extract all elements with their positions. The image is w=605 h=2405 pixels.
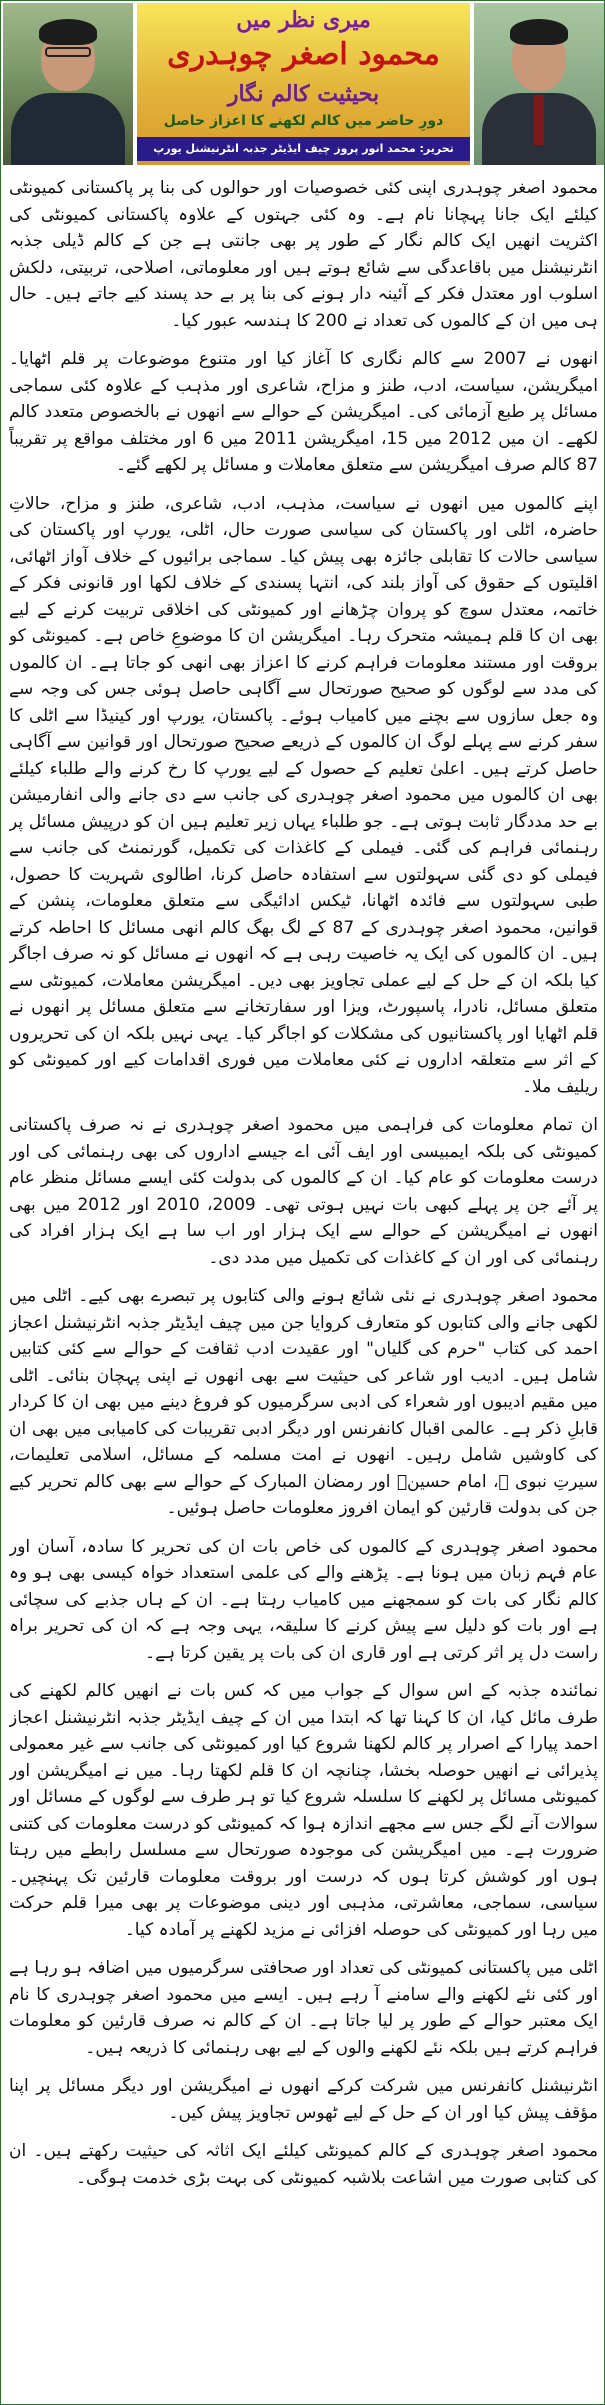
header-role: بحیثیت کالم نگار xyxy=(227,81,380,107)
header-tagline: دورِ حاضر میں کالم لکھنے کا اعزاز حاصل xyxy=(163,113,444,129)
header-name: محمود اصغر چوہدری xyxy=(167,37,440,72)
paragraph: اٹلی میں پاکستانی کمیونٹی کی تعداد اور صحافتی سرگرمیوں میں اضافہ ہو رہا ہے اور کئی نئے لکھنے والے سامنے آ رہے ہیں۔ ایسے میں محمود اصغر چوہدری کا نام ایک معتبر حوالے کے طور پر لیا جاتا ہے۔ ان کے کالم نہ صرف قارئین کو معلومات فراہم کرتے ہیں بلکہ نئے لکھنے والوں کے لیے بھی رہنمائی کا ذریعہ ہیں۔ xyxy=(9,1958,598,2058)
paragraph: انھوں نے 2007 سے کالم نگاری کا آغاز کیا اور متنوع موضوعات پر قلم اٹھایا۔ امیگریشن، سیاست، ادب، طنز و مزاح، شاعری اور مذہب کے علاوہ کئی سماجی مسائل پر طبع آزمائی کی۔ امیگریشن کے حوالے سے انھوں نے بالخصوص متعدد کالم لکھے۔ ان میں 2012 میں 15، امیگریشن 2011 میں 6 اور مختلف مواقع پر تقریباً 87 کالم صرف امیگریشن سے متعلق معاملات و مسائل پر لکھے گئے۔ xyxy=(9,349,598,475)
title-panel xyxy=(137,3,470,165)
author-photo-left xyxy=(3,3,133,165)
header-byline: تحریر: محمد انور پروز چیف ایڈیٹر جذبہ انٹرنیشنل یورپ xyxy=(137,137,470,161)
paragraph: انٹرنیشنل کانفرنس میں شرکت کرکے انھوں نے امیگریشن اور دیگر مسائل پر اپنا مؤقف پیش کیا اور ان کے حل کے لیے ٹھوس تجاویز پیش کیں۔ xyxy=(9,2076,598,2123)
paragraph: ان تمام معلومات کی فراہمی میں محمود اصغر چوہدری نے نہ صرف پاکستانی کمیونٹی کی بلکہ ایمبیسی اور ایف آئی اے جیسے اداروں کی بھی رہنمائی کی اور درست معلومات کو عام کیا۔ ان کے کالموں کی بدولت کئی ایسے مسائل منظر عام پر آئے جن پر پہلے کبھی بات نہیں ہوتی تھی۔ 2009، 2010 اور 2012 میں بھی انھوں نے امیگریشن کے حوالے سے ایک ہزار اور اب سا ہے ایک ہزار افراد کی رہنمائی کی اور ان کے کاغذات کی تکمیل میں مدد دی۔ xyxy=(9,1115,598,1268)
paragraph: محمود اصغر چوہدری نے نئی شائع ہونے والی کتابوں پر تبصرے بھی کیے۔ اٹلی میں لکھی جانے والی کتابوں کو متعارف کروایا جن میں چیف ایڈیٹر جذبہ انٹرنیشنل اعجاز احمد کی کتاب "حرم کی گلیاں" اور عقیدت ادب ثقافت کے حوالے سے کئی کتابیں شامل ہیں۔ ادیب اور شاعر کی حیثیت سے بھی انھوں نے اپنی پہچان بنائی۔ اٹلی میں مقیم ادیبوں اور شعراء کی ادبی سرگرمیوں کو فروغ دینے میں بھی ان کا کردار قابلِ ذکر ہے۔ عالمی اقبال کانفرنس اور دیگر ادبی تقریبات کی کامیابی میں بھی ان کی کاوشیں شامل رہیں۔ انھوں نے امت مسلمہ کے مسائل، اسلامی تعلیمات، سیرتِ نبوی ﷺ، امام حسینؓ اور رمضان المبارک کے حوالے سے بھی کالم تحریر کیے جن کی بدولت قارئین کو ایمان افروز معلومات حاصل ہوئیں۔ xyxy=(9,1286,598,1518)
header-banner xyxy=(1,1,605,169)
paragraph: محمود اصغر چوہدری کے کالم کمیونٹی کیلئے ایک اثاثہ کی حیثیت رکھتے ہیں۔ ان کی کتابی صورت میں اشاعت بلاشبہ کمیونٹی کی بہت بڑی خدمت ہوگی۔ xyxy=(9,2141,598,2188)
paragraph: محمود اصغر چوہدری اپنی کئی خصوصیات اور حوالوں کی بنا پر پاکستانی کمیونٹی کیلئے ایک جانا پہچانا نام ہے۔ وہ کئی جہتوں کے علاوہ پاکستانی کمیونٹی کی اکثریت انھیں ایک کالم نگار کے طور پر بھی جانتی ہے جن کے کالم ڈیلی جذبہ انٹرنیشنل میں باقاعدگی سے شائع ہوتے ہیں اور معلوماتی، اصلاحی، تربیتی، دلکش اسلوب اور معتدل فکر کے آئینہ دار ہونے کی بنا پر بے حد پسند کیے جاتے ہیں۔ حال ہی میں ان کے کالموں کی تعداد نے 200 کا ہندسہ عبور کیا۔ xyxy=(9,178,598,331)
article-body xyxy=(9,175,598,2399)
header-kicker: میری نظر میں xyxy=(236,7,371,33)
paragraph: اپنے کالموں میں انھوں نے سیاست، مذہب، ادب، شاعری، طنز و مزاح، حالاتِ حاضرہ، اٹلی اور پاکستان کی سیاسی صورت حال، اٹلی، یورپ اور پاکستان کی سیاسی حالات کا تقابلی جائزہ بھی پیش کیا۔ سماجی برائیوں کے خلاف آواز اٹھائی، اقلیتوں کے حقوق کی آواز بلند کی، انتہا پسندی کے خلاف لکھا اور قانونی فکر کے خاتمہ، معتدل سوچ کو پروان چڑھانے اور کمیونٹی کی اخلاقی تربیت کرنے کے لیے بھی ان کا قلم ہمیشہ متحرک رہا۔ امیگریشن ان کا موضوعِ خاص ہے۔ کمیونٹی کو بروقت اور مستند معلومات فراہم کرنے کا اعزاز بھی انھی کو جاتا ہے۔ ان کالموں کی مدد سے لوگوں کو صحیح صورتحال سے آگاہی حاصل ہوئی جس کی وجہ سے وہ جعل سازوں سے بچنے میں کامیاب ہوئے۔ پاکستان، یورپ اور کینیڈا سے اٹلی کا سفر کرنے سے پہلے لوگ ان کالموں کے ذریعے صحیح صورتحال اور قوانین سے آگاہی حاصل کرتے ہیں۔ اعلیٰ تعلیم کے حصول کے لیے یورپ کا رخ کرنے والے طلباء کیلئے بھی ان کالموں میں محمود اصغر چوہدری کی جانب سے دی جانے والی انفارمیشن بے حد مددگار ثابت ہوتی ہے۔ جو طلباء یہاں زیر تعلیم ہیں ان کو درپیش مسائل پر رہنمائی فراہم کی گئی۔ فیملی کے کاغذات کی تکمیل، گورنمنٹ کی جانب سے فیملی کو دی گئی سہولتوں سے استفادہ حاصل کرنا، اطالوی شہریت کا حصول، طبی سہولتوں سے فائدہ اٹھانا، ٹیکس ادائیگی سے متعلق معلومات، پنشن کے قوانین، محمود اصغر چوہدری کے 87 کے لگ بھگ کالم انھی مسائل کا احاطہ کرتے ہیں۔ ان کالموں کی ایک یہ خاصیت رہی ہے کہ انھوں نے مسائل کو نہ صرف اجاگر کیا بلکہ ان کے حل کے لیے عملی تجاویز بھی دیں۔ امیگریشن معاملات، کمیونٹی سے متعلق مسائل، نادرا، پاسپورٹ، ویزا اور سفارتخانے سے متعلق مسائل پر انھوں نے قلم اٹھایا اور پاکستانیوں کی مشکلات کو اجاگر کیا۔ یہی نہیں بلکہ ان کی تحریروں کے اثر سے متعلقہ اداروں نے کئی معاملات میں فوری اقدامات کیے اور کمیونٹی کو ریلیف ملا۔ xyxy=(9,493,598,1097)
paragraph: محمود اصغر چوہدری کے کالموں کی خاص بات ان کی تحریر کا سادہ، آسان اور عام فہم زبان میں ہونا ہے۔ پڑھنے والے کی علمی استعداد خواہ کیسی بھی ہو وہ کالم نگار کی بات کو سمجھنے میں کامیاب رہتا ہے۔ ان کے ہاں جذبے کی سچائی ہے اور بات کو دلیل سے پیش کرنے کا سلیقہ، یہی وجہ ہے کہ ان کی تحریر براہ راست دل پر اثر کرتی ہے اور قاری ان کی بات پر یقین کرتا ہے۔ xyxy=(9,1536,598,1663)
paragraph: نمائندہ جذبہ کے اس سوال کے جواب میں کہ کس بات نے انھیں کالم لکھنے کی طرف مائل کیا، ان کا کہنا تھا کہ ابتدا میں ان کے چیف ایڈیٹر جذبہ انٹرنیشنل اعجاز احمد پیارا کے اصرار پر کالم لکھنا شروع کیا اور کمیونٹی کی جانب سے غیر معمولی پذیرائی نے انھیں حوصلہ بخشا، چنانچہ ان کا قلم لکھتا رہا۔ میں نے امیگریشن اور کمیونٹی مسائل پر لکھنے کا سلسلہ شروع کیا تو ہر طرف سے لوگوں کے مسائل اور سوالات آنے لگے جس سے مجھے اندازہ ہوا کہ کمیونٹی کو درست معلومات کی کتنی ضرورت ہے۔ میں امیگریشن کی موجودہ صورتحال سے مسلسل رابطے میں رہتا ہوں اور کوشش کرتا ہوں کہ درست اور بروقت معلومات قارئین تک پہنچیں۔ سیاسی، سماجی، معاشرتی، مذہبی اور دینی موضوعات پر بھی میرا قلم حرکت میں رہا اور کمیونٹی کی حوصلہ افزائی نے مزید لکھنے پر آمادہ کیا۔ xyxy=(9,1681,598,1940)
author-photo-right xyxy=(474,3,604,165)
